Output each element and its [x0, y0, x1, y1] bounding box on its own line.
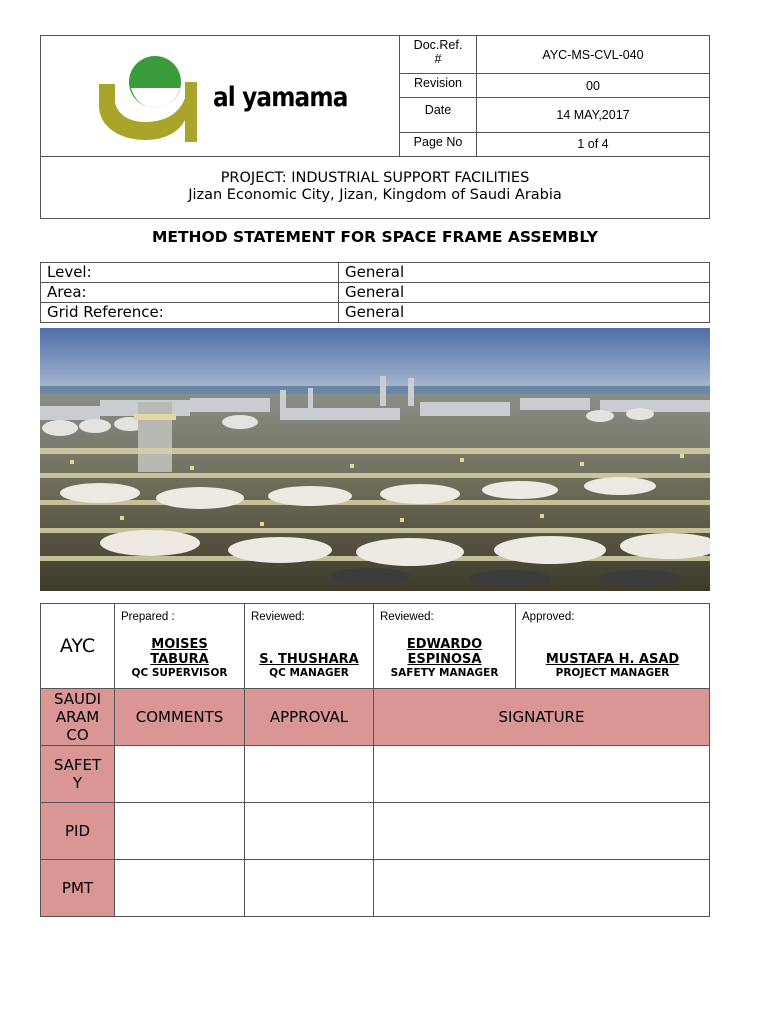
safety-label	[41, 746, 115, 803]
approver-title: PROJECT MANAGER	[555, 667, 670, 679]
reviewer-2-name-line1: EDWARDO	[406, 637, 483, 652]
company-name: al yamama	[213, 82, 348, 113]
area-label: Area:	[41, 283, 339, 303]
approval-header: APPROVAL	[245, 689, 374, 746]
area-row	[41, 283, 710, 303]
reviewer-2-title: SAFETY MANAGER	[390, 667, 499, 679]
revision-label: Revision	[400, 74, 477, 98]
client-label-line1: SAUDI	[53, 690, 101, 708]
preparer-name-line1: MOISES	[151, 637, 208, 652]
safety-label-line2: Y	[72, 774, 83, 792]
grid-reference-row	[41, 303, 710, 323]
facility-photo	[40, 328, 710, 591]
location-table	[40, 262, 710, 323]
page-no-value: 1 of 4	[477, 132, 710, 156]
ayc-signoff-row	[41, 604, 710, 689]
date-value: 14 MAY,2017	[477, 98, 710, 132]
pmt-comments-cell[interactable]	[115, 860, 245, 917]
level-value: General	[339, 263, 710, 283]
level-label: Level:	[41, 263, 339, 283]
reviewer-1-cell	[245, 604, 374, 689]
comments-header: COMMENTS	[115, 689, 245, 746]
safety-row	[41, 746, 710, 803]
approved-label: Approved:	[522, 611, 575, 623]
project-location: Jizan Economic City, Jizan, Kingdom of Saudi Arabia	[188, 187, 562, 204]
project-info	[41, 156, 710, 218]
date-label: Date	[400, 98, 477, 132]
area-value: General	[339, 283, 710, 303]
safety-signature-cell[interactable]	[374, 746, 710, 803]
prepared-label: Prepared :	[121, 611, 175, 623]
project-title: PROJECT: INDUSTRIAL SUPPORT FACILITIES	[220, 170, 530, 187]
doc-ref-value: AYC-MS-CVL-040	[477, 36, 710, 74]
client-header-row	[41, 689, 710, 746]
client-label-line3: CO	[66, 726, 89, 744]
pmt-signature-cell[interactable]	[374, 860, 710, 917]
reviewer-2-name-line2: ESPINOSA	[407, 652, 482, 667]
safety-label-line1: SAFET	[53, 756, 102, 774]
safety-comments-cell[interactable]	[115, 746, 245, 803]
pid-signature-cell[interactable]	[374, 803, 710, 860]
approver-cell	[516, 604, 710, 689]
client-label-line2: ARAM	[55, 708, 100, 726]
preparer-title: QC SUPERVISOR	[131, 667, 228, 679]
pid-approval-cell[interactable]	[245, 803, 374, 860]
page-no-label: Page No	[400, 132, 477, 156]
doc-ref-label: Doc.Ref. #	[400, 36, 477, 74]
ayc-label: AYC	[41, 604, 115, 689]
grid-reference-value: General	[339, 303, 710, 323]
signature-header: SIGNATURE	[374, 689, 710, 746]
pmt-label: PMT	[41, 860, 115, 917]
pmt-approval-cell[interactable]	[245, 860, 374, 917]
logo-cell	[41, 36, 400, 157]
document-title: METHOD STATEMENT FOR SPACE FRAME ASSEMBLY	[151, 228, 599, 246]
grid-reference-label: Grid Reference:	[41, 303, 339, 323]
prepared-by-cell	[115, 604, 245, 689]
reviewer-2-cell	[374, 604, 516, 689]
approver-name: MUSTAFA H. ASAD	[545, 652, 680, 667]
reviewed-label-1: Reviewed:	[251, 611, 305, 623]
industrial-facility-image	[40, 328, 710, 591]
pmt-row	[41, 860, 710, 917]
safety-approval-cell[interactable]	[245, 746, 374, 803]
client-label	[41, 689, 115, 746]
level-row	[41, 263, 710, 283]
pid-label: PID	[41, 803, 115, 860]
reviewed-label-2: Reviewed:	[380, 611, 434, 623]
al-yamama-logo-icon	[97, 54, 207, 144]
document-header	[40, 35, 710, 219]
pid-row	[41, 803, 710, 860]
revision-value: 00	[477, 74, 710, 98]
pid-comments-cell[interactable]	[115, 803, 245, 860]
reviewer-1-name: S. THUSHARA	[259, 652, 359, 667]
reviewer-1-title: QC MANAGER	[269, 667, 349, 679]
approval-table	[40, 603, 710, 917]
preparer-name-line2: TABURA	[150, 652, 209, 667]
